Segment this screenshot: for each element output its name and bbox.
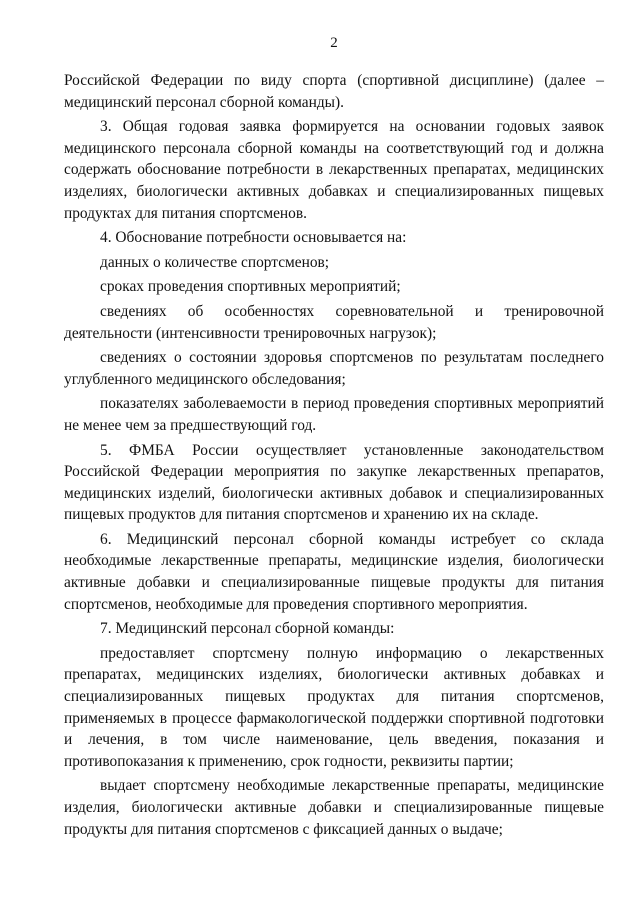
paragraph-4: 4. Обоснование потребности основывается на:	[100, 229, 407, 247]
paragraph-7: 7. Медицинский персонал сборной команды:	[100, 620, 395, 638]
list-item-provides-information: предоставляет спортсмену полную информацию о лекарственных препаратах, медицинских изделиях, биологически активных добавках и специализированных пищевых продуктах для питания спортсменов, применяемых в процессе фармакологической поддержки спортивной подготовки и лечения, в том числе наименование, цель введения, показания и противопоказания к применению, срок годности, реквизиты партии;	[64, 644, 604, 770]
paragraph-continuation: Российской Федерации по виду спорта (спортивной дисциплине) (далее – медицинский персонал сборной команды).	[64, 72, 604, 111]
paragraph-5: 5. ФМБА России осуществляет установленные законодательством Российской Федерации мероприятия по закупке лекарственных препаратов, медицинских изделий, биологически активных добавок и специализированных пищевых продуктов для питания спортсменов и хранению их на складе.	[64, 441, 604, 524]
list-item-issues-products: выдает спортсмену необходимые лекарственные препараты, медицинские изделия, биологически активные добавки и специализированные пищевые продукты для питания спортсменов с фиксацией данных о выдаче;	[64, 777, 604, 838]
paragraph-6: 6. Медицинский персонал сборной команды истребует со склада необходимые лекарственные препараты, медицинские изделия, биологически активные добавки и специализированные пищевые продукты для питания спортсменов, необходимые для проведения спортивного мероприятия.	[64, 530, 604, 613]
page-number: 2	[330, 35, 338, 51]
list-item-health-status: сведениях о состоянии здоровья спортсменов по результатам последнего углубленного медицинского обследования;	[64, 349, 604, 388]
paragraph-3: 3. Общая годовая заявка формируется на основании годовых заявок медицинского персонала сборной команды на соответствующий год и должна содержать обоснование потребности в лекарственных препаратах, медицинских изделиях, биологически активных добавках и специализированных пищевых продуктах для питания спортсменов.	[64, 118, 604, 222]
list-item-morbidity: показателях заболеваемости в период проведения спортивных мероприятий не менее чем за предшествующий год.	[64, 395, 604, 434]
document-page	[64, 34, 604, 840]
list-item-athlete-count: данных о количестве спортсменов;	[100, 253, 330, 271]
list-item-training-activity: сведениях об особенностях соревновательной и тренировочной деятельности (интенсивности тренировочных нагрузок);	[64, 302, 604, 342]
list-item-event-dates: сроках проведения спортивных мероприятий;	[100, 278, 401, 296]
